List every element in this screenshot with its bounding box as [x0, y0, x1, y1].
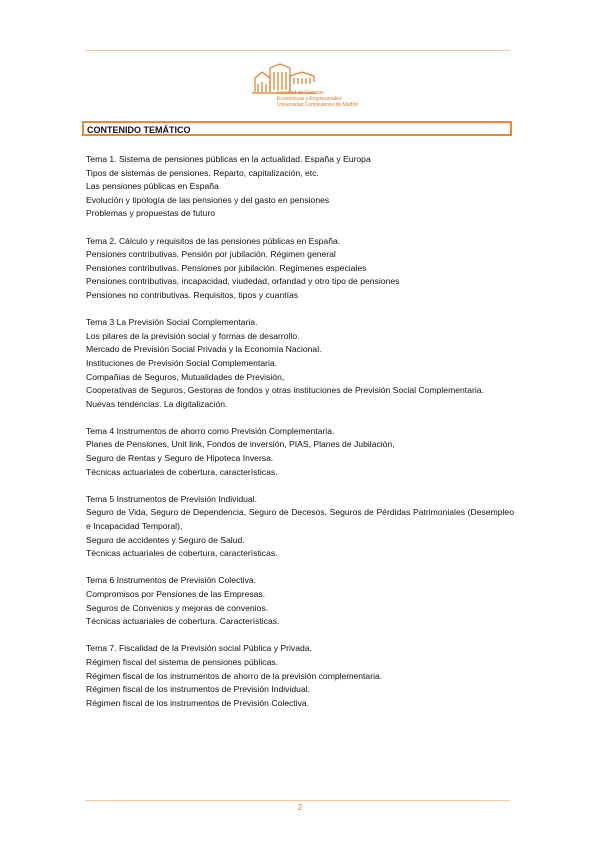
text-line: Problemas y propuestas de futuro: [86, 208, 215, 219]
logo-caption-line: Económicas y Empresariales: [277, 96, 342, 102]
page-number: 2: [297, 803, 303, 812]
text-line: Los pilares de la previsión social y formas de desarrollo.: [86, 330, 300, 341]
logo-caption-line: Universidad Complutense de Madrid: [277, 102, 358, 108]
text-line: Régimen fiscal de los instrumentos de ahorro de la previsión complementaria.: [86, 670, 383, 681]
text-line: Técnicas actuariales de cobertura, características.: [86, 466, 278, 477]
text-line: Pensiones no contributivas. Requisitos, tipos y cuantías: [86, 289, 299, 300]
tema-3-section: [86, 316, 514, 411]
logo-caption: [277, 90, 358, 108]
section-header-box: [82, 121, 512, 136]
tema-2-section: [86, 235, 514, 303]
text-line: Compañías de Seguros, Mutualidades de Previsión,: [86, 371, 285, 382]
text-line: Régimen fiscal de los instrumentos de Previsión Individual.: [86, 684, 311, 695]
text-line: Seguro de Rentas y Seguro de Hipoteca Inversa.: [86, 453, 274, 464]
text-line: Evolución y tipología de las pensiones y del gasto en pensiones: [86, 194, 330, 205]
text-line: Régimen fiscal del sistema de pensiones públicas.: [86, 656, 279, 667]
tema-6-section: [86, 574, 514, 628]
text-line: Seguro de accidentes y Seguro de Salud.: [86, 534, 245, 545]
section-header-title: CONTENIDO TEMÁTICO: [87, 125, 191, 135]
text-line: Planes de Pensiones, Unit link, Fondos de inversión, PIAS, Planes de Jubilación,: [86, 439, 395, 450]
text-line: Tema 4 Instrumentos de ahorro como Previsión Complementaria.: [86, 425, 335, 436]
text-line: Tema 1. Sistema de pensiones públicas en la actualidad. España y Europa: [86, 154, 371, 164]
text-line: Tema 7. Fiscalidad de la Previsión social Pública y Privada.: [86, 643, 312, 654]
text-line: Nuevas tendencias. La digitalización.: [86, 398, 228, 409]
text-line: Instituciones de Previsión Social Complementaria.: [86, 357, 278, 368]
text-line: Régimen fiscal de los instrumentos de Previsión Colectiva.: [86, 697, 310, 708]
text-line: Pensiones contributivas. Pensión por jubilación. Régimen general: [86, 249, 336, 260]
text-line: Tema 2. Cálculo y requisitos de las pensiones públicas en España.: [86, 235, 341, 246]
tema-7-section: [86, 642, 514, 710]
footer-rule: [85, 800, 510, 801]
tema-5-section: [86, 493, 514, 561]
text-line: Seguros de Convenios y mejoras de convenios.: [86, 602, 269, 613]
text-line: Seguro de Vida, Seguro de Dependencia, Seguro de Decesos, Seguros de Pérdidas Patrimoniales (Desempleo e Incapacidad Temporal),: [86, 507, 514, 532]
text-line: Tipos de sistemas de pensiones. Reparto, capitalización, etc.: [86, 167, 319, 178]
header-rule: [85, 50, 510, 51]
logo-caption-line: Facultad de Ciencias: [277, 90, 324, 96]
text-line: Pensiones contributivas. Pensiones por jubilación. Regímenes especiales: [86, 262, 367, 273]
text-line: Técnicas actuariales de cobertura, características.: [86, 548, 278, 559]
text-line: Pensiones contributivas, incapacidad, viudedad, orfandad y otro tipo de pensiones: [86, 276, 400, 287]
text-line: Compromisos por Pensiones de las Empresas.: [86, 589, 266, 599]
text-line: Mercado de Previsión Social Privada y la Economía Nacional.: [86, 344, 322, 355]
text-line: Tema 3 La Previsión Social Complementaria.: [86, 317, 258, 328]
text-line: Tema 5 Instrumentos de Previsión Individual.: [86, 493, 258, 504]
text-line: Las pensiones públicas en España: [86, 181, 219, 192]
text-line: Tema 6 Instrumentos de Previsión Colectiva.: [86, 575, 257, 586]
text-line: Cooperativas de Seguros, Gestoras de fondos y otras instituciones de Previsión Social Complementaria.: [86, 385, 484, 396]
tema-4-section: [86, 425, 514, 479]
tema-1-section: [86, 153, 514, 221]
text-line: Técnicas actuariales de cobertura. Características.: [86, 616, 280, 627]
syllabus-content: [86, 153, 514, 724]
